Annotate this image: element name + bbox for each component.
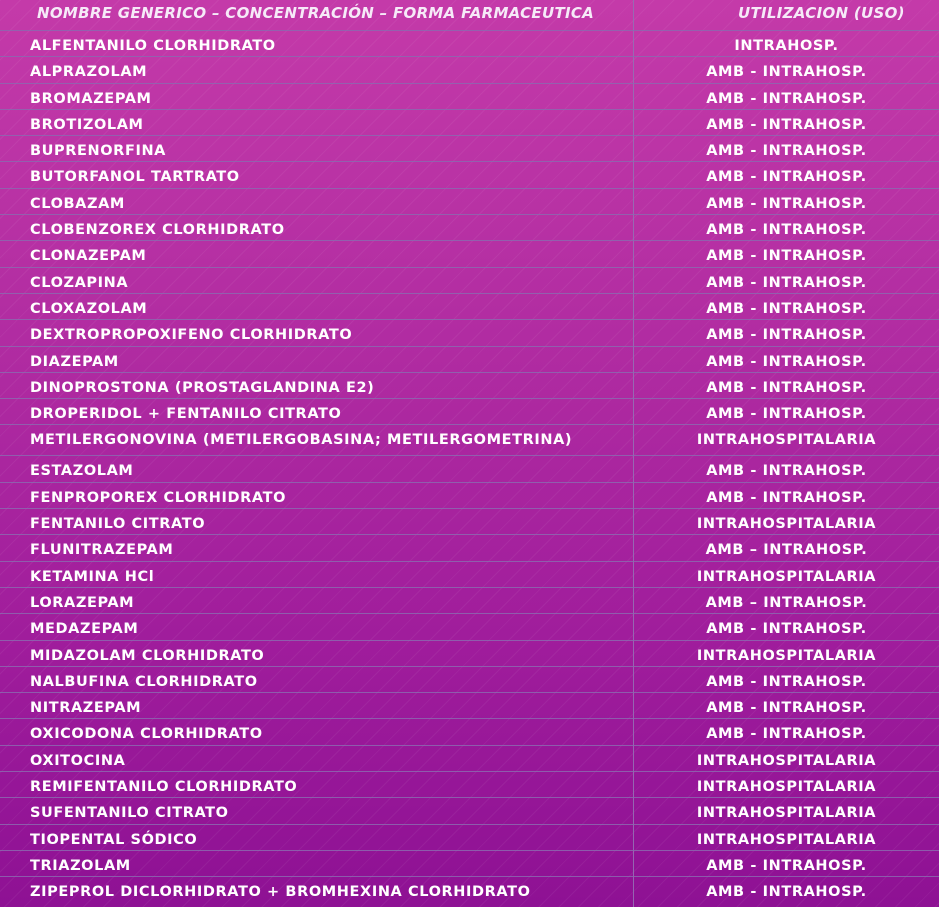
table-row [0,56,939,82]
table-row [0,188,939,214]
header-name-column: NOMBRE GENERICO – CONCENTRACIÓN – FORMA FARMACEUTICA [37,4,595,22]
drug-use-cell: AMB - INTRAHOSP. [706,274,867,291]
table-row [0,745,939,771]
drug-use-cell: AMB - INTRAHOSP. [706,857,867,874]
drug-use-cell: AMB - INTRAHOSP. [706,700,867,717]
drug-use-cell: INTRAHOSPITALARIA [696,752,877,769]
drug-name-cell: DINOPROSTONA (PROSTAGLANDINA E2) [30,379,375,396]
drug-use-cell: AMB - INTRAHOSP. [706,406,867,423]
drug-name-cell: ALPRAZOLAM [30,64,148,81]
table-row [0,692,939,718]
drug-name-cell: NALBUFINA CLORHIDRATO [30,673,258,690]
drug-name-cell: MEDAZEPAM [30,621,139,638]
drug-use-cell: INTRAHOSPITALARIA [696,831,877,848]
drug-use-cell: AMB - INTRAHOSP. [706,463,867,480]
drug-name-cell: ESTAZOLAM [30,463,134,480]
table-row [0,797,939,823]
drug-name-cell: CLOZAPINA [30,274,129,291]
drug-name-cell: OXICODONA CLORHIDRATO [30,726,263,743]
drug-use-cell: INTRAHOSP. [734,38,839,54]
table-row [0,718,939,744]
table-row [0,666,939,692]
drug-use-cell: AMB - INTRAHOSP. [706,222,867,239]
table-row [0,161,939,187]
table-row [0,293,939,319]
table-row [0,534,939,560]
drug-name-cell: CLOXAZOLAM [30,300,148,317]
drug-use-cell: INTRAHOSPITALARIA [696,432,877,449]
drug-use-cell: AMB – INTRAHOSP. [705,542,868,559]
table-row [0,587,939,613]
drug-use-cell: AMB - INTRAHOSP. [706,327,867,344]
drug-name-cell: ALFENTANILO CLORHIDRATO [30,38,276,54]
drug-use-cell: AMB - INTRAHOSP. [706,143,867,160]
drug-name-cell: KETAMINA HCl [30,568,155,585]
drug-name-cell: FLUNITRAZEPAM [30,542,174,559]
table-row [0,508,939,534]
drug-use-cell: AMB - INTRAHOSP. [706,169,867,186]
drug-use-cell: AMB - INTRAHOSP. [706,116,867,133]
table-row [0,561,939,587]
drug-name-cell: BUTORFANOL TARTRATO [30,169,240,186]
drug-use-cell: INTRAHOSPITALARIA [696,805,877,822]
table-row [0,83,939,109]
table-row [0,455,939,481]
table-row [0,850,939,876]
drug-name-cell: TRIAZOLAM [30,857,131,874]
drug-use-cell: AMB - INTRAHOSP. [706,726,867,743]
table-row [0,109,939,135]
drug-name-cell: BROTIZOLAM [30,116,144,133]
table-row [0,135,939,161]
drug-name-cell: METILERGONOVINA (METILERGOBASINA; METILERGOMETRINA) [30,432,573,449]
drug-use-cell: AMB - INTRAHOSP. [706,300,867,317]
table-row [0,613,939,639]
drug-name-cell: MIDAZOLAM CLORHIDRATO [30,647,265,664]
drug-name-cell: REMIFENTANILO CLORHIDRATO [30,779,298,796]
drug-use-cell: INTRAHOSPITALARIA [696,779,877,796]
drug-use-cell: AMB - INTRAHOSP. [706,884,867,901]
table-row [0,30,939,56]
table-row [0,640,939,666]
drug-name-cell: FENTANILO CITRATO [30,516,206,533]
table-row [0,398,939,424]
drug-name-cell: BUPRENORFINA [30,143,167,160]
table-row [0,824,939,850]
drug-use-cell: INTRAHOSPITALARIA [696,647,877,664]
drug-name-cell: ZIPEPROL DICLORHIDRATO + BROMHEXINA CLORHIDRATO [30,884,531,901]
drug-use-cell: AMB - INTRAHOSP. [706,379,867,396]
table-row [0,240,939,266]
table-row [0,346,939,372]
drug-use-cell: AMB – INTRAHOSP. [705,594,868,611]
drug-use-cell: AMB - INTRAHOSP. [706,621,867,638]
drug-name-cell: OXITOCINA [30,752,126,769]
drug-use-cell: AMB - INTRAHOSP. [706,90,867,107]
drug-use-cell: AMB - INTRAHOSP. [706,248,867,265]
drug-use-cell: AMB - INTRAHOSP. [706,673,867,690]
drug-name-cell: NITRAZEPAM [30,700,142,717]
drug-name-cell: CLOBAZAM [30,195,125,212]
drug-use-cell: INTRAHOSPITALARIA [696,568,877,585]
table-row [0,482,939,508]
drug-name-cell: TIOPENTAL SÓDICO [30,831,198,848]
table-row [0,267,939,293]
table-row [0,424,939,455]
drug-name-cell: DIAZEPAM [30,353,119,370]
drug-name-cell: DROPERIDOL + FENTANILO CITRATO [30,406,342,423]
drug-use-cell: AMB - INTRAHOSP. [706,195,867,212]
drug-name-cell: FENPROPOREX CLORHIDRATO [30,489,287,506]
drug-name-cell: CLONAZEPAM [30,248,147,265]
drug-use-cell: INTRAHOSPITALARIA [696,516,877,533]
drug-use-cell: AMB - INTRAHOSP. [706,64,867,81]
table-header [0,0,939,29]
header-use-column: UTILIZACION (USO) [738,4,905,22]
drug-name-cell: SUFENTANILO CITRATO [30,805,229,822]
table-row [0,876,939,902]
drug-use-cell: AMB - INTRAHOSP. [706,353,867,370]
table-row [0,771,939,797]
drug-name-cell: BROMAZEPAM [30,90,152,107]
drug-name-cell: DEXTROPROPOXIFENO CLORHIDRATO [30,327,353,344]
table-row [0,214,939,240]
drug-name-cell: LORAZEPAM [30,594,135,611]
drug-name-cell: CLOBENZOREX CLORHIDRATO [30,222,285,239]
table-row [0,319,939,345]
table-row [0,372,939,398]
drug-use-cell: AMB - INTRAHOSP. [706,489,867,506]
drug-table-body [0,30,939,903]
